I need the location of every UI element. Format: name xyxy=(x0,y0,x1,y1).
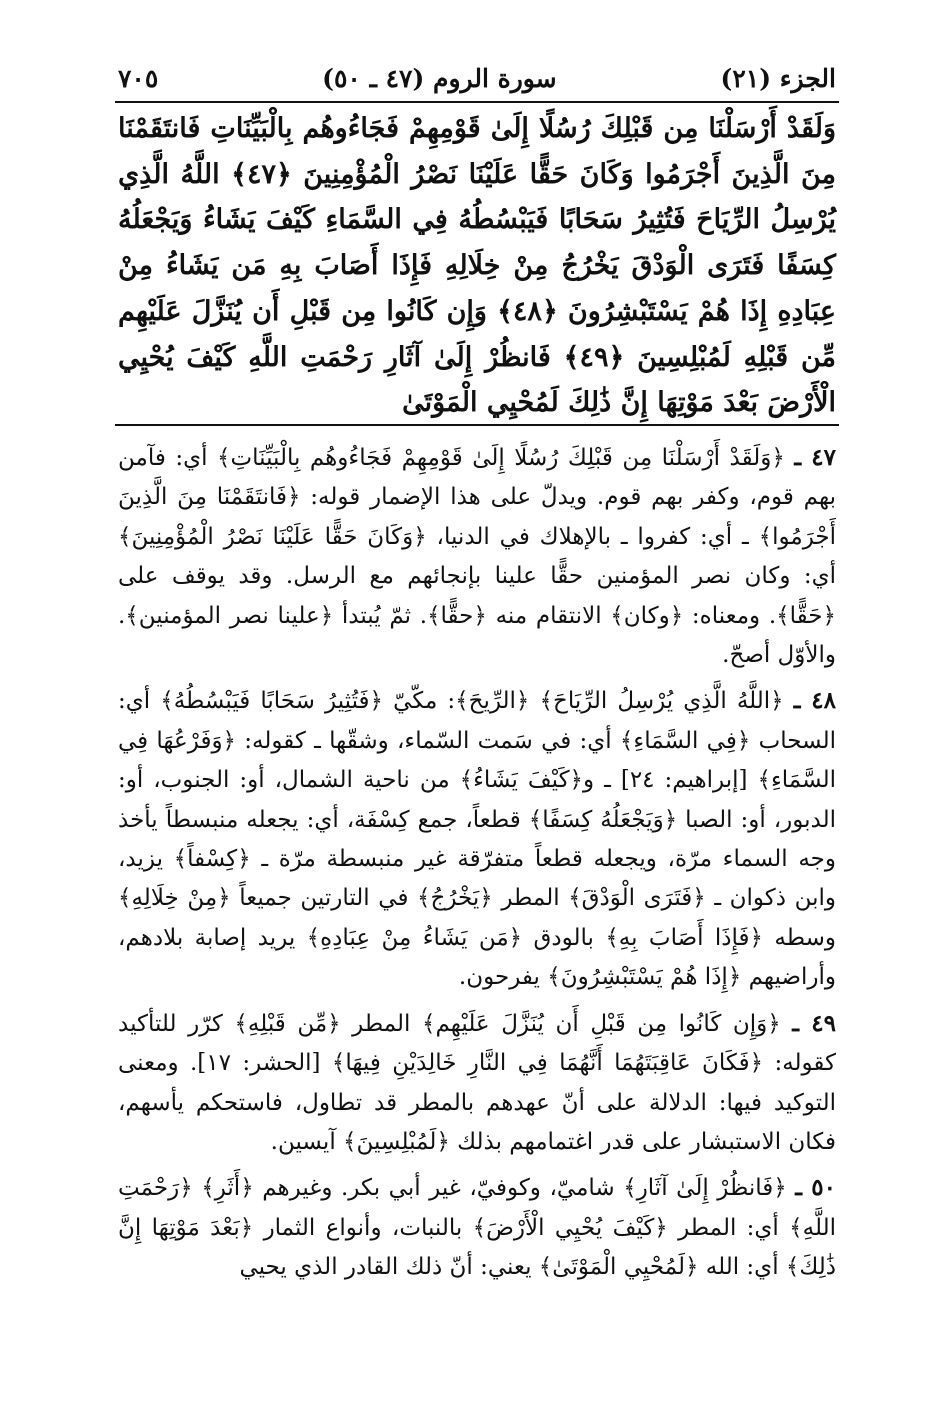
verses-text: وَلَقَدْ أَرْسَلْنَا مِن قَبْلِكَ رُسُلًا إِلَىٰ قَوْمِهِمْ فَجَاءُوهُم بِالْبَيِّنَاتِ فَانتَقَمْنَا مِنَ الَّذِينَ أَجْرَمُوا وَكَانَ حَقًّا عَلَيْنَا نَصْرُ الْمُؤْمِنِينَ ﴿٤٧﴾ اللَّهُ الَّذِي يُرْسِلُ الرِّيَاحَ فَتُثِيرُ سَحَابًا فَيَبْسُطُهُ فِي السَّمَاءِ كَيْفَ يَشَاءُ وَيَجْعَلُهُ كِسَفًا فَتَرَى الْوَدْقَ يَخْرُجُ مِنْ خِلَالِهِ فَإِذَا أَصَابَ بِهِ مَن يَشَاءُ مِنْ عِبَادِهِ إِذَا هُمْ يَسْتَبْشِرُونَ ﴿٤٨﴾ وَإِن كَانُوا مِن قَبْلِ أَن يُنَزَّلَ عَلَيْهِم مِّن قَبْلِهِ لَمُبْلِسِينَ ﴿٤٩﴾ فَانظُرْ إِلَىٰ آثَارِ رَحْمَتِ اللَّهِ كَيْفَ يُحْيِي الْأَرْضَ بَعْدَ مَوْتِهَا إِنَّ ذَٰلِكَ لَمُحْيِي الْمَوْتَىٰ xyxy=(118,113,836,419)
commentary-text: ﴿وَلَقَدْ أَرْسَلْنَا مِن قَبْلِكَ رُسُلًا إِلَىٰ قَوْمِهِمْ فَجَاءُوهُم بِالْبَيِّنَاتِ﴾ أي: فآمن بهم قوم، وكفر بهم قوم. ويدلّ على هذا الإضمار قوله: ﴿فَانتَقَمْنَا مِنَ الَّذِينَ أَجْرَمُوا﴾ ـ أي: كفروا ـ بالإهلاك في الدنيا، ﴿وَكَانَ حَقًّا عَلَيْنَا نَصْرُ الْمُؤْمِنِينَ﴾ أي: وكان نصر المؤمنين حقًّا علينا بإنجائهم مع الرسل. وقد يوقف على ﴿حَقًّا﴾. ومعناه: ﴿وكان﴾ الانتقام منه ﴿حقًّا﴾. ثمّ يُبتدأ ﴿علينا نصر المؤمنين﴾. والأوّل أصحّ. xyxy=(118,445,836,669)
juz-label: الجزء (٢١) xyxy=(720,63,836,93)
verse-number: ٤٨ ـ xyxy=(793,687,837,715)
commentary-text: ﴿فَانظُرْ إِلَىٰ آثَارِ﴾ شاميّ، وكوفيّ، غير أبي بكر. وغيرهم ﴿أَثَرِ﴾ ﴿رَحْمَتِ اللَّهِ﴾ أي: المطر ﴿كَيْفَ يُحْيِي الْأَرْضَ﴾ بالنبات، وأنواع الثمار ﴿بَعْدَ مَوْتِهَا إِنَّ ذَٰلِكَ﴾ أي: الله ﴿لَمُحْيِي الْمَوْتَىٰ﴾ يعني: أنّ ذلك القادر الذي يحيي xyxy=(118,1175,836,1281)
verse-number: ٥٠ ـ xyxy=(795,1174,837,1202)
commentary-text: ﴿اللَّهُ الَّذِي يُرْسِلُ الرِّيَاحَ﴾ ﴿الرِّيحَ﴾: مكّيّ ﴿فَتُثِيرُ سَحَابًا فَيَبْسُطُهُ﴾ أي: السحاب ﴿فِي السَّمَاءِ﴾ أي: في سَمت السّماء، وشقّها ـ كقوله: ﴿وَفَرْعُهَا فِي السَّمَاءِ﴾ [إبراهيم: ٢٤] ـ و﴿كَيْفَ يَشَاءُ﴾ من ناحية الشمال، أو: الجنوب، أو: الدبور، أو: الصبا ﴿وَيَجْعَلُهُ كِسَفًا﴾ قطعاً، جمع كِسْفَة، أي: يجعله منبسطاً يأخذ وجه السماء مرّة، ويجعله قطعاً متفرّقة غير منبسطة مرّة ـ ﴿كِسْفاً﴾ يزيد، وابن ذكوان ـ ﴿فَتَرَى الْوَدْقَ﴾ المطر ﴿يَخْرُجُ﴾ في التارتين جميعاً ﴿مِنْ خِلَالِهِ﴾ وسطه ﴿فَإِذَا أَصَابَ بِهِ﴾ بالودق ﴿مَن يَشَاءُ مِنْ عِبَادِهِ﴾ يريد إصابة بلادهم، وأراضيهم ﴿إِذَا هُمْ يَسْتَبْشِرُونَ﴾ يفرحون. xyxy=(118,688,837,991)
page-header xyxy=(118,58,836,98)
quran-verses xyxy=(118,106,836,426)
surah-title: سورة الروم (٤٧ ـ ٥٠) xyxy=(322,63,557,93)
verse-number: ٤٧ ـ xyxy=(794,444,836,471)
page-number: ٧٠٥ xyxy=(118,63,159,93)
commentary-paragraph-48 xyxy=(118,681,836,997)
commentary-paragraph-50 xyxy=(118,1168,836,1287)
header-divider xyxy=(115,101,839,103)
commentary-text: ﴿وَإِن كَانُوا مِن قَبْلِ أَن يُنَزَّلَ عَلَيْهِم﴾ المطر ﴿مِّن قَبْلِهِ﴾ كرّر للتأكيد كقوله: ﴿فَكَانَ عَاقِبَتَهُمَا أَنَّهُمَا فِي النَّارِ خَالِدَيْنِ فِيهَا﴾ [الحشر: ١٧]. ومعنى التوكيد فيها: الدلالة على أنّ عهدهم بالمطر قد تطاول، فاستحكم يأسهم، فكان الاستبشار على قدر اغتمامهم بذلك ﴿لَمُبْلِسِينَ﴾ آيسين. xyxy=(118,1010,837,1155)
commentary-paragraph-49 xyxy=(118,1004,836,1163)
verse-number: ٤٩ ـ xyxy=(792,1009,836,1037)
section-divider xyxy=(115,424,839,426)
commentary-paragraph-47 xyxy=(118,438,836,675)
tafsir-commentary xyxy=(118,438,836,1294)
